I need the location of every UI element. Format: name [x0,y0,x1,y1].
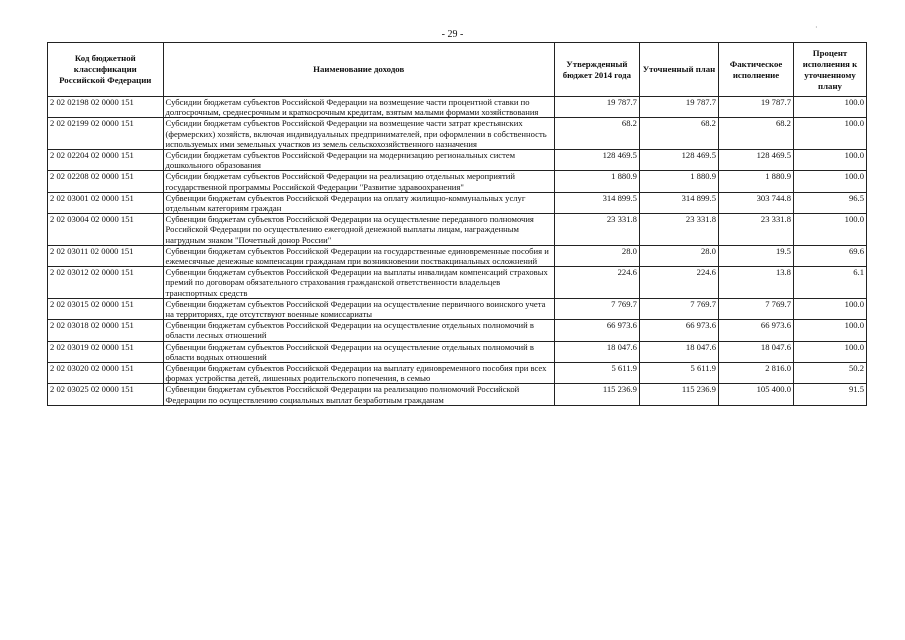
cell-refined: 68.2 [639,118,718,150]
table-row [48,171,867,192]
cell-approved: 314 899.5 [554,192,639,213]
cell-name: Субсидии бюджетам субъектов Российской Федерации на возмещение части процентной ставки по долгосрочным, среднесрочным и краткосрочным кредитам, взятым малыми формами хозяйствования [163,97,554,118]
cell-name: Субвенции бюджетам субъектов Российской Федерации на осуществление первичного воинского учета на территориях, где отсутствуют военные комиссариаты [163,298,554,319]
cell-actual: 19 787.7 [718,97,793,118]
cell-percent: 100.0 [793,298,866,319]
cell-actual: 105 400.0 [718,384,793,405]
cell-actual: 18 047.6 [718,341,793,362]
cell-percent: 96.5 [793,192,866,213]
header-refined: Уточненный план [639,43,718,97]
cell-refined: 19 787.7 [639,97,718,118]
cell-name: Субвенции бюджетам субъектов Российской Федерации на реализацию полномочий Российской Федерации по осуществлению социальных выплат безработным гражданам [163,384,554,405]
cell-refined: 224.6 [639,267,718,299]
cell-percent: 6.1 [793,267,866,299]
cell-approved: 224.6 [554,267,639,299]
cell-percent: 100.0 [793,320,866,341]
table-row [48,298,867,319]
cell-name: Субвенции бюджетам субъектов Российской Федерации на осуществление переданного полномочия Российской Федерации по осуществлению ежегодной денежной выплаты лицам, награжденным нагрудным знаком "Почетный донор России" [163,214,554,246]
cell-approved: 1 880.9 [554,171,639,192]
table-row [48,97,867,118]
cell-approved: 18 047.6 [554,341,639,362]
cell-refined: 1 880.9 [639,171,718,192]
table-row [48,214,867,246]
table-row [48,150,867,171]
cell-approved: 7 769.7 [554,298,639,319]
cell-name: Субсидии бюджетам субъектов Российской Федерации на реализацию отдельных мероприятий государственной программы Российской Федерации "Развитие здравоохранения" [163,171,554,192]
cell-approved: 19 787.7 [554,97,639,118]
cell-name: Субвенции бюджетам субъектов Российской Федерации на оплату жилищно-коммунальных услуг отдельным категориям граждан [163,192,554,213]
cell-code: 2 02 02198 02 0000 151 [48,97,164,118]
cell-code: 2 02 03015 02 0000 151 [48,298,164,319]
table-row [48,245,867,266]
cell-percent: 100.0 [793,171,866,192]
revenue-table [47,42,867,406]
table-row [48,384,867,405]
table-row [48,118,867,150]
cell-actual: 128 469.5 [718,150,793,171]
cell-actual: 13.8 [718,267,793,299]
cell-approved: 5 611.9 [554,363,639,384]
cell-percent: 50.2 [793,363,866,384]
cell-percent: 91.5 [793,384,866,405]
cell-refined: 314 899.5 [639,192,718,213]
cell-name: Субвенции бюджетам субъектов Российской Федерации на государственные единовременные пособия и ежемесячные денежные компенсации гражданам при возникновении поствакцинальных осложнений [163,245,554,266]
cell-refined: 5 611.9 [639,363,718,384]
cell-code: 2 02 03018 02 0000 151 [48,320,164,341]
cell-refined: 128 469.5 [639,150,718,171]
cell-refined: 115 236.9 [639,384,718,405]
cell-code: 2 02 02199 02 0000 151 [48,118,164,150]
header-name: Наименование доходов [163,43,554,97]
cell-name: Субсидии бюджетам субъектов Российской Федерации на модернизацию региональных систем дошкольного образования [163,150,554,171]
cell-actual: 23 331.8 [718,214,793,246]
cell-refined: 23 331.8 [639,214,718,246]
cell-approved: 66 973.6 [554,320,639,341]
cell-approved: 128 469.5 [554,150,639,171]
table-header-row [48,43,867,97]
cell-code: 2 02 02204 02 0000 151 [48,150,164,171]
cell-code: 2 02 03004 02 0000 151 [48,214,164,246]
table-row [48,320,867,341]
cell-percent: 100.0 [793,341,866,362]
cell-actual: 68.2 [718,118,793,150]
cell-code: 2 02 03001 02 0000 151 [48,192,164,213]
table-row [48,267,867,299]
cell-name: Субвенции бюджетам субъектов Российской Федерации на выплату единовременного пособия при всех формах устройства детей, лишенных родительского попечения, в семью [163,363,554,384]
cell-percent: 69.6 [793,245,866,266]
cell-name: Субвенции бюджетам субъектов Российской Федерации на выплаты инвалидам компенсаций страховых премий по договорам обязательного страхования гражданской ответственности владельцев транспортных средств [163,267,554,299]
cell-percent: 100.0 [793,118,866,150]
cell-code: 2 02 03025 02 0000 151 [48,384,164,405]
header-percent: Процент исполнения к уточненному плану [793,43,866,97]
cell-actual: 7 769.7 [718,298,793,319]
cell-name: Субвенции бюджетам субъектов Российской Федерации на осуществление отдельных полномочий в области лесных отношений [163,320,554,341]
cell-name: Субсидии бюджетам субъектов Российской Федерации на возмещение части затрат крестьянских (фермерских) хозяйств, включая индивидуальных предпринимателей, при оформлении в собственность используемых ими земельных участков из земель сельскохозяйственного назначения [163,118,554,150]
cell-percent: 100.0 [793,97,866,118]
cell-actual: 19.5 [718,245,793,266]
page-number: - 29 - [441,29,464,40]
cell-actual: 66 973.6 [718,320,793,341]
header-actual: Фактическое исполнение [718,43,793,97]
table-row [48,192,867,213]
cell-code: 2 02 03012 02 0000 151 [48,267,164,299]
cell-code: 2 02 02208 02 0000 151 [48,171,164,192]
cell-approved: 68.2 [554,118,639,150]
cell-code: 2 02 03011 02 0000 151 [48,245,164,266]
cell-actual: 1 880.9 [718,171,793,192]
cell-actual: 2 816.0 [718,363,793,384]
cell-approved: 23 331.8 [554,214,639,246]
cell-approved: 115 236.9 [554,384,639,405]
cell-refined: 7 769.7 [639,298,718,319]
corner-mark: · [815,23,818,32]
header-approved: Утвержденный бюджет 2014 года [554,43,639,97]
cell-percent: 100.0 [793,214,866,246]
cell-approved: 28.0 [554,245,639,266]
table-row [48,341,867,362]
cell-code: 2 02 03019 02 0000 151 [48,341,164,362]
table-row [48,363,867,384]
cell-name: Субвенции бюджетам субъектов Российской Федерации на осуществление отдельных полномочий в области водных отношений [163,341,554,362]
cell-refined: 18 047.6 [639,341,718,362]
cell-percent: 100.0 [793,150,866,171]
cell-actual: 303 744.8 [718,192,793,213]
cell-refined: 66 973.6 [639,320,718,341]
cell-code: 2 02 03020 02 0000 151 [48,363,164,384]
header-code: Код бюджетной классификации Российской Федерации [48,43,164,97]
cell-refined: 28.0 [639,245,718,266]
